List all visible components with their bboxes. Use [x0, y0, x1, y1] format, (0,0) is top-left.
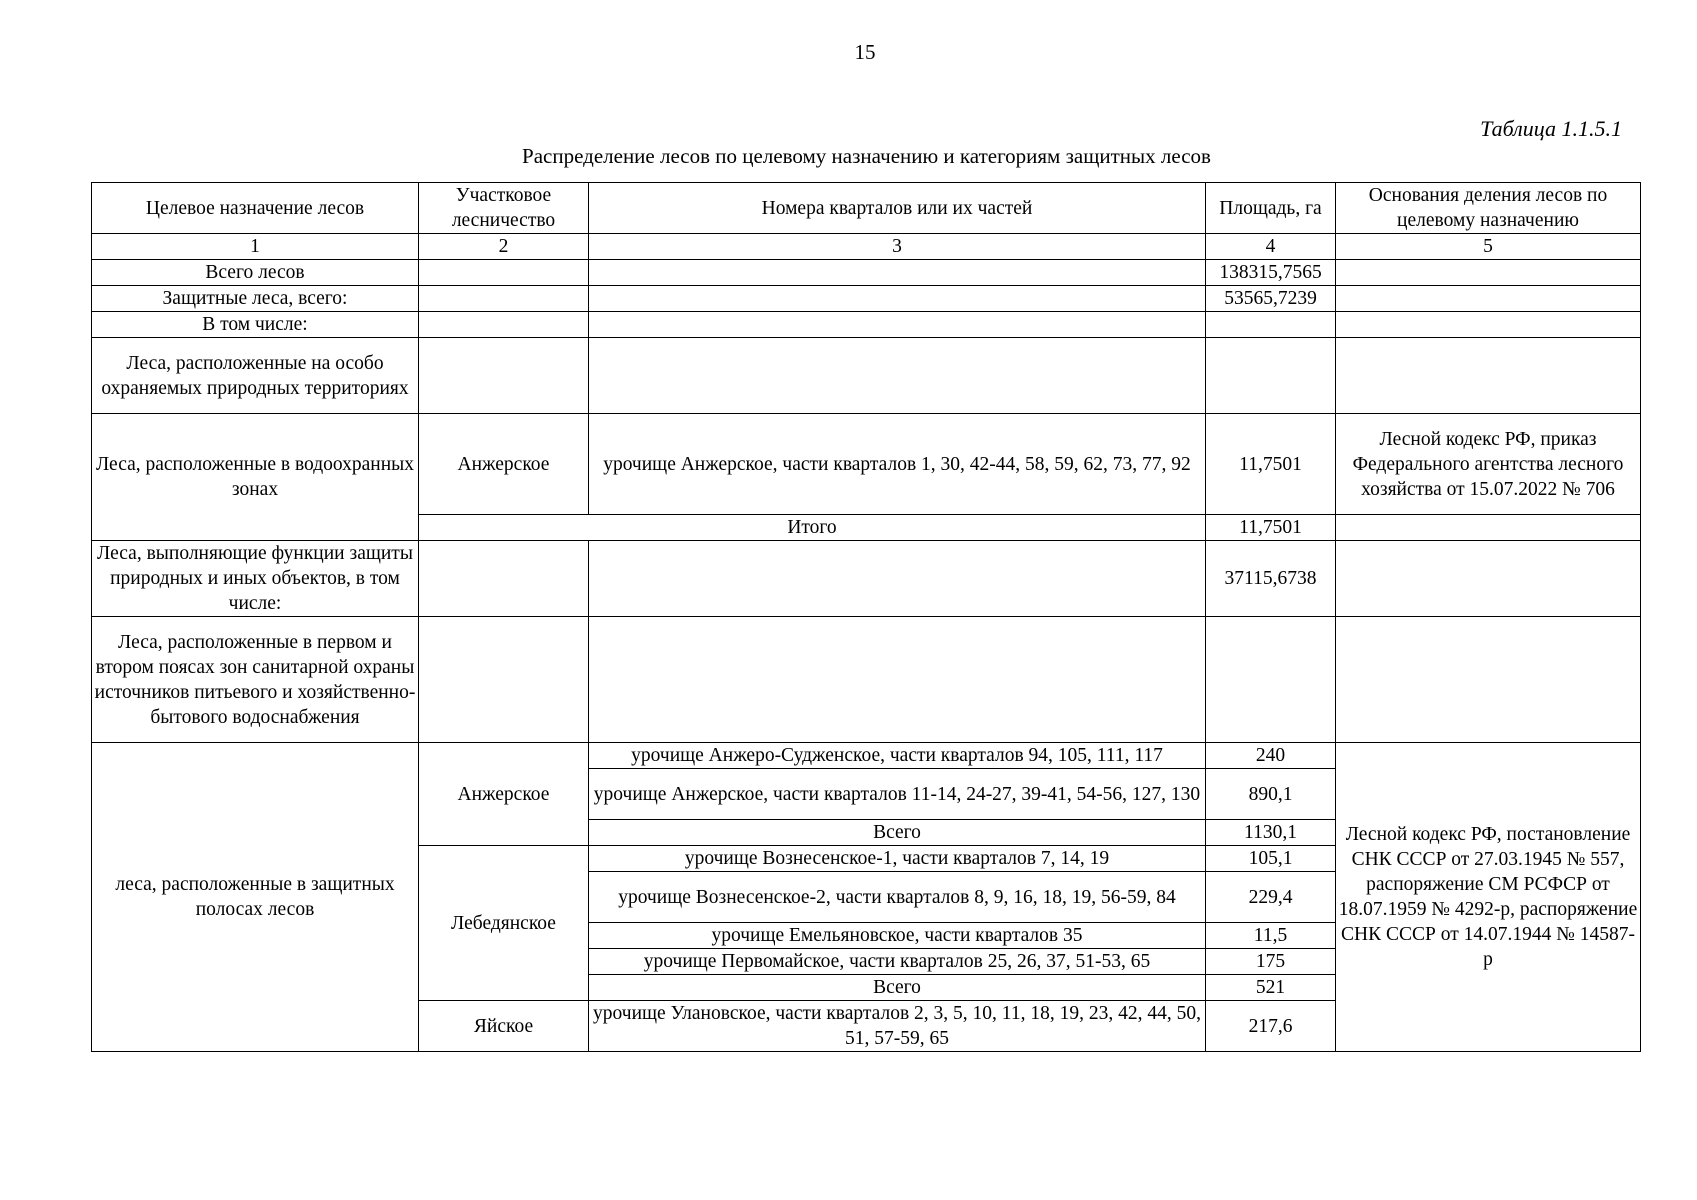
basis-cell: Лесной кодекс РФ, приказ Федерального агентства лесного хозяйства от 15.07.2022 № 706 [1336, 414, 1641, 515]
empty-cell [419, 286, 589, 312]
area-value: 1130,1 [1206, 820, 1336, 846]
column-number-row [92, 234, 1641, 260]
table-title: Распределение лесов по целевому назначению и категориям защитных лесов [522, 144, 1211, 168]
basis-cell: Лесной кодекс РФ, постановление СНК СССР от 27.03.1945 № 557, распоряжение СМ РСФСР от 18.07.1959 № 4292-р, распоряжение СНК СССР от 14.07.1944 № 14587-р [1336, 743, 1641, 1052]
quarters-cell: урочище Анжерское, части кварталов 11-14, 24-27, 39-41, 54-56, 127, 130 [589, 769, 1206, 820]
empty-cell [1336, 617, 1641, 743]
row-label: Леса, расположенные в водоохранных зонах [92, 414, 419, 541]
table-row [92, 260, 1641, 286]
area-value: 11,5 [1206, 923, 1336, 949]
area-value: 175 [1206, 949, 1336, 975]
forestry-name: Анжерское [419, 743, 589, 846]
empty-cell [589, 286, 1206, 312]
table-row [92, 338, 1641, 414]
area-value: 229,4 [1206, 872, 1336, 923]
forest-distribution-table [91, 182, 1641, 1052]
empty-cell [1206, 312, 1336, 338]
empty-cell [589, 541, 1206, 617]
total-label: Всего [589, 975, 1206, 1001]
table-reference: Таблица 1.1.5.1 [1480, 116, 1622, 141]
row-label: Защитные леса, всего: [92, 286, 419, 312]
area-value: 11,7501 [1206, 414, 1336, 515]
header-forestry: Участковое лесничество [419, 183, 589, 234]
table-row [92, 617, 1641, 743]
table-row [92, 286, 1641, 312]
forestry-name: Яйское [419, 1001, 589, 1052]
area-value: 37115,6738 [1206, 541, 1336, 617]
quarters-cell: урочище Вознесенское-2, части кварталов 8, 9, 16, 18, 19, 56-59, 84 [589, 872, 1206, 923]
empty-cell [1336, 338, 1641, 414]
subtotal-label: Итого [419, 515, 1206, 541]
empty-cell [1336, 286, 1641, 312]
row-label: В том числе: [92, 312, 419, 338]
empty-cell [1206, 617, 1336, 743]
col-number: 4 [1206, 234, 1336, 260]
col-number: 2 [419, 234, 589, 260]
area-value: 217,6 [1206, 1001, 1336, 1052]
empty-cell [589, 312, 1206, 338]
col-number: 5 [1336, 234, 1641, 260]
quarters-cell: урочище Улановское, части кварталов 2, 3, 5, 10, 11, 18, 19, 23, 42, 44, 50, 51, 57-59, 65 [589, 1001, 1206, 1052]
area-value: 890,1 [1206, 769, 1336, 820]
area-value: 53565,7239 [1206, 286, 1336, 312]
table-row [92, 414, 1641, 515]
total-label: Всего [589, 820, 1206, 846]
header-purpose: Целевое назначение лесов [92, 183, 419, 234]
empty-cell [1336, 260, 1641, 286]
forestry-name: Лебедянское [419, 846, 589, 1001]
quarters-cell: урочище Емельяновское, части кварталов 35 [589, 923, 1206, 949]
table-row [92, 541, 1641, 617]
empty-cell [1336, 312, 1641, 338]
header-basis: Основания деления лесов по целевому назначению [1336, 183, 1641, 234]
empty-cell [419, 617, 589, 743]
row-label: Всего лесов [92, 260, 419, 286]
empty-cell [419, 260, 589, 286]
table-row [92, 312, 1641, 338]
area-value: 240 [1206, 743, 1336, 769]
empty-cell [589, 617, 1206, 743]
header-quarters: Номера кварталов или их частей [589, 183, 1206, 234]
area-value: 138315,7565 [1206, 260, 1336, 286]
empty-cell [1206, 338, 1336, 414]
empty-cell [589, 338, 1206, 414]
area-value: 521 [1206, 975, 1336, 1001]
empty-cell [419, 312, 589, 338]
empty-cell [1336, 541, 1641, 617]
area-value: 11,7501 [1206, 515, 1336, 541]
forestry-name: Анжерское [419, 414, 589, 515]
empty-cell [589, 260, 1206, 286]
empty-cell [419, 541, 589, 617]
col-number: 3 [589, 234, 1206, 260]
table-row [92, 743, 1641, 769]
area-value: 105,1 [1206, 846, 1336, 872]
row-label: Леса, расположенные на особо охраняемых природных территориях [92, 338, 419, 414]
quarters-cell: урочище Вознесенское-1, части кварталов 7, 14, 19 [589, 846, 1206, 872]
row-label: леса, расположенные в защитных полосах лесов [92, 743, 419, 1052]
header-row [92, 183, 1641, 234]
empty-cell [1336, 515, 1641, 541]
row-label: Леса, расположенные в первом и втором поясах зон санитарной охраны источников питьевого и хозяйственно-бытового водоснабжения [92, 617, 419, 743]
quarters-cell: урочище Первомайское, части кварталов 25, 26, 37, 51-53, 65 [589, 949, 1206, 975]
empty-cell [419, 338, 589, 414]
quarters-cell: урочище Анжерское, части кварталов 1, 30, 42-44, 58, 59, 62, 73, 77, 92 [589, 414, 1206, 515]
quarters-cell: урочище Анжеро-Судженское, части кварталов 94, 105, 111, 117 [589, 743, 1206, 769]
col-number: 1 [92, 234, 419, 260]
page-number: 15 [854, 40, 876, 64]
row-label: Леса, выполняющие функции защиты природных и иных объектов, в том числе: [92, 541, 419, 617]
header-area: Площадь, га [1206, 183, 1336, 234]
